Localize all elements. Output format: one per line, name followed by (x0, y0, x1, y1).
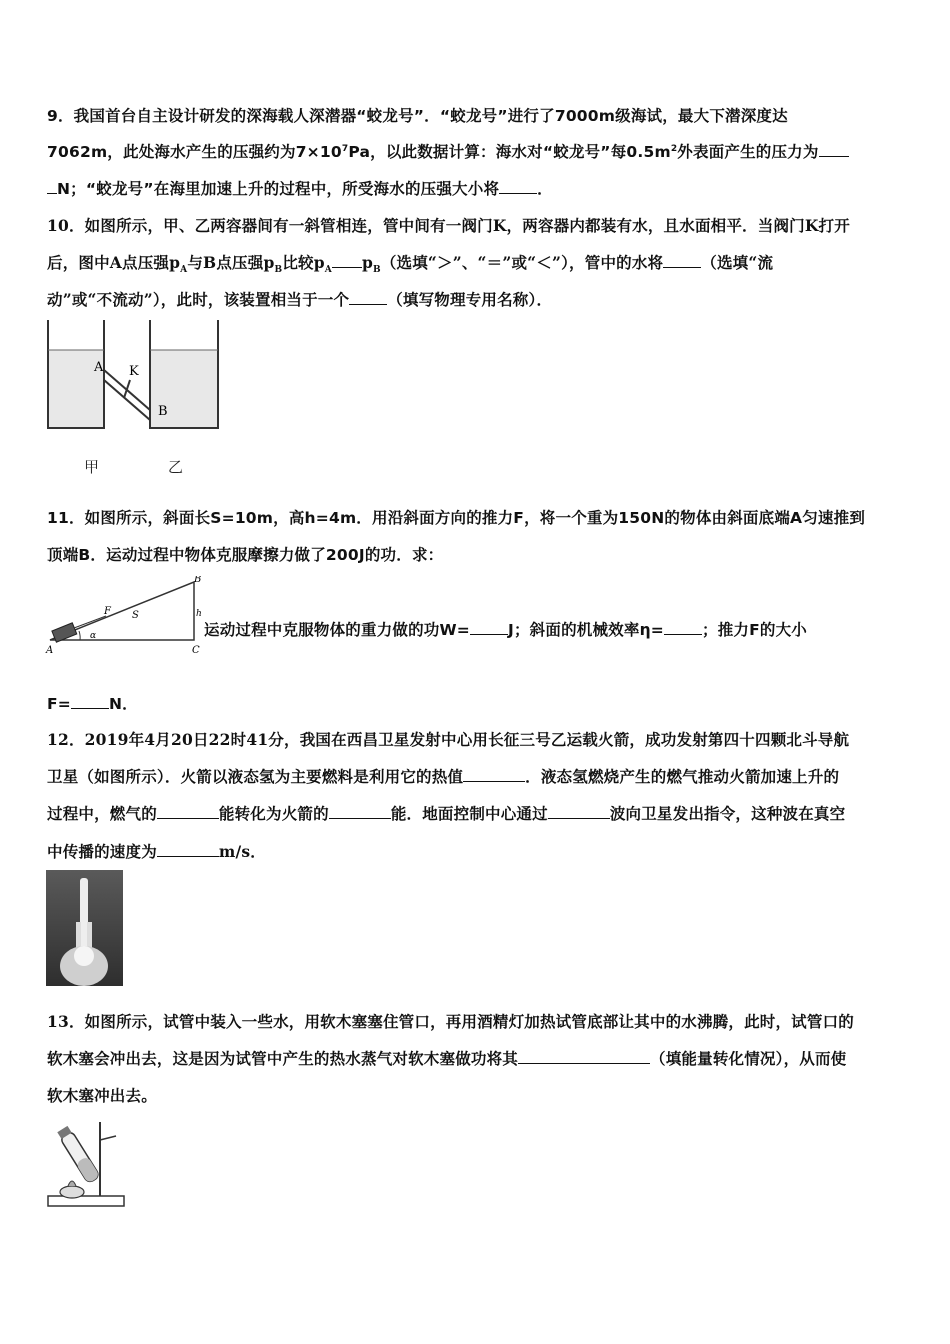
label-K: K (129, 364, 139, 379)
answer-blank[interactable] (463, 765, 525, 782)
q10-line2: 后，图中A点压强$p_A$与B点压强$p_B$比较$p_A$ $p_B$（选填“＞”、“＝”或“＜”），管中的水将 （选填“流 (47, 253, 774, 276)
incline-figure (44, 576, 204, 656)
answer-blank[interactable] (548, 802, 610, 819)
q9-line3: N；“蛟龙号”在海里加速上升的过程中，所受海水的压强大小将 ． (47, 177, 553, 199)
q9-line2: 7062m，此处海水产生的压强约为$7\times 10^7Pa$，以此数据计算：海水对“蛟龙号”每$0.5m^2$外表面产生的压力为 (47, 140, 849, 162)
answer-blank[interactable] (819, 140, 849, 157)
label-C: C (192, 645, 200, 656)
q11-line2: 顶端B．运动过程中物体克服摩擦力做了200J的功．求： (47, 546, 444, 564)
label-A: A (94, 360, 104, 375)
answer-blank[interactable] (157, 802, 219, 819)
answer-blank[interactable] (349, 288, 387, 305)
answer-blank[interactable] (329, 802, 391, 819)
answer-blank[interactable] (470, 618, 508, 635)
label-B: B (158, 404, 168, 419)
label-B: B (194, 576, 202, 585)
answer-blank[interactable] (157, 840, 219, 857)
container-label-yi: 乙 (168, 458, 184, 476)
rocket-launch-photo (46, 870, 123, 986)
test-tube-apparatus-figure (44, 1114, 134, 1210)
answer-blank[interactable] (499, 177, 537, 194)
answer-blank[interactable] (518, 1047, 650, 1064)
q11-line3: 运动过程中克服物体的重力做的功W= J；斜面的机械效率η= ；推力F的大小 (204, 618, 807, 640)
connected-containers-figure (46, 320, 221, 432)
q11-line4: F= N． (47, 692, 138, 714)
q11-line1: 11．如图所示，斜面长S=10m，高h=4m．用沿斜面方向的推力F，将一个重为150N的物体由斜面底端A匀速推到 (47, 509, 866, 527)
label-h: h (196, 609, 202, 619)
label-F: F (104, 606, 111, 617)
q9-line1: 9．我国首台自主设计研发的深海载人深潜器“蛟龙号”．“蛟龙号”进行了7000m级海试，最大下潜深度达 (47, 107, 788, 125)
label-S: S (132, 610, 139, 621)
q12-line1: 12．2019年4月20日22时41分，我国在西昌卫星发射中心用长征三号乙运载火箭，成功发射第四十四颗北斗导航 (47, 730, 850, 749)
label-A: A (46, 645, 54, 656)
answer-blank[interactable] (332, 251, 362, 268)
answer-blank[interactable] (664, 618, 702, 635)
q13-line2: 软木塞会冲出去，这是因为试管中产生的热水蒸气对软木塞做功将其 （填能量转化情况），从而使 (47, 1049, 847, 1068)
q12-line2: 卫星（如图所示）．火箭以液态氢为主要燃料是利用它的热值 ．液态氢燃烧产生的燃气推动火箭加速上升的 (47, 767, 840, 786)
q13-line1: 13．如图所示，试管中装入一些水，用软木塞塞住管口，再用酒精灯加热试管底部让其中的水沸腾，此时，试管口的 (47, 1012, 854, 1031)
q10-line3: 动”或“不流动”），此时，该装置相当于一个 （填写物理专用名称）． (47, 290, 553, 309)
q10-line1: 10．如图所示，甲、乙两容器间有一斜管相连，管中间有一阀门K，两容器内都装有水，且水面相平．当阀门K打开 (47, 216, 850, 235)
label-alpha: α (90, 631, 97, 641)
q12-line4: 中传播的速度为 m/s． (47, 842, 266, 861)
answer-blank[interactable] (47, 177, 57, 194)
answer-blank[interactable] (663, 251, 701, 268)
q13-line3: 软木塞冲出去。 (47, 1086, 157, 1105)
answer-blank[interactable] (71, 692, 109, 709)
q12-line3: 过程中，燃气的 能转化为火箭的 能．地面控制中心通过 波向卫星发出指令，这种波在真空 (47, 804, 846, 823)
container-label-jia: 甲 (84, 458, 100, 476)
